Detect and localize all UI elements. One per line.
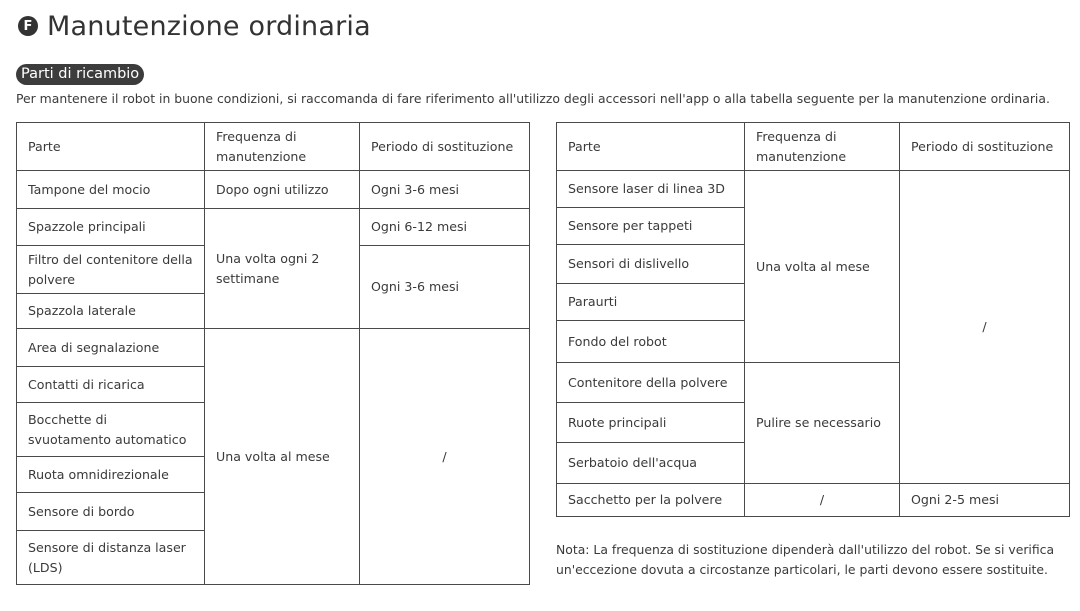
column-header-part: Parte (557, 123, 745, 171)
frequency-cell: Una volta ogni 2 settimane (205, 209, 360, 329)
frequency-cell: / (745, 484, 900, 517)
table-row (17, 209, 530, 246)
section-heading (18, 8, 371, 44)
column-header-replacement: Periodo di sostituzione (900, 123, 1070, 171)
part-cell: Filtro del contenitore della polvere (17, 246, 205, 294)
part-cell: Serbatoio dell'acqua (557, 443, 745, 484)
footnote: Nota: La frequenza di sostituzione dipenderà dall'utilizzo del robot. Se si verifica un'eccezione dovuta a circostanze particolari, le parti devono essere sostituite. (556, 542, 1055, 577)
part-cell: Sensore laser di linea 3D (557, 171, 745, 208)
part-cell: Bocchette di svuotamento automatico (17, 403, 205, 457)
table-header-row (557, 123, 1070, 171)
part-cell: Sensore di distanza laser (LDS) (17, 531, 205, 585)
column-header-frequency: Frequenza di manutenzione (205, 123, 360, 171)
part-cell: Tampone del mocio (17, 171, 205, 209)
part-cell: Paraurti (557, 284, 745, 321)
replacement-cell: Ogni 3-6 mesi (360, 171, 530, 209)
replacement-cell: / (900, 171, 1070, 484)
part-cell: Fondo del robot (557, 321, 745, 363)
part-cell: Ruote principali (557, 403, 745, 443)
replacement-cell: Ogni 6-12 mesi (360, 209, 530, 246)
replacement-cell: / (360, 329, 530, 585)
part-cell: Sensore di bordo (17, 493, 205, 531)
part-cell: Sensori di dislivello (557, 245, 745, 284)
column-header-replacement: Periodo di sostituzione (360, 123, 530, 171)
part-cell: Sacchetto per la polvere (557, 484, 745, 517)
table-header-row (17, 123, 530, 171)
replacement-cell: Ogni 2-5 mesi (900, 484, 1070, 517)
part-cell: Spazzola laterale (17, 294, 205, 329)
table-row (557, 171, 1070, 208)
table-row (17, 329, 530, 367)
maintenance-table-right (556, 122, 1070, 517)
part-cell: Contenitore della polvere (557, 363, 745, 403)
section-letter-badge: F (18, 16, 38, 36)
maintenance-table-left (16, 122, 530, 585)
column-header-part: Parte (17, 123, 205, 171)
part-cell: Ruota omnidirezionale (17, 457, 205, 493)
column-header-frequency: Frequenza di manutenzione (745, 123, 900, 171)
frequency-cell: Pulire se necessario (745, 363, 900, 484)
frequency-cell: Dopo ogni utilizzo (205, 171, 360, 209)
table-row (17, 171, 530, 209)
page-title: Manutenzione ordinaria (47, 10, 371, 42)
part-cell: Sensore per tappeti (557, 208, 745, 245)
replacement-cell: Ogni 3-6 mesi (360, 246, 530, 329)
part-cell: Contatti di ricarica (17, 367, 205, 403)
table-row (557, 484, 1070, 517)
part-cell: Area di segnalazione (17, 329, 205, 367)
frequency-cell: Una volta al mese (745, 171, 900, 363)
subsection-pill-label: Parti di ricambio (16, 64, 144, 85)
part-cell: Spazzole principali (17, 209, 205, 246)
frequency-cell: Una volta al mese (205, 329, 360, 585)
intro-paragraph: Per mantenere il robot in buone condizioni, si raccomanda di fare riferimento all'utilizzo degli accessori nell'app o alla tabella seguente per la manutenzione ordinaria. (16, 91, 1050, 106)
